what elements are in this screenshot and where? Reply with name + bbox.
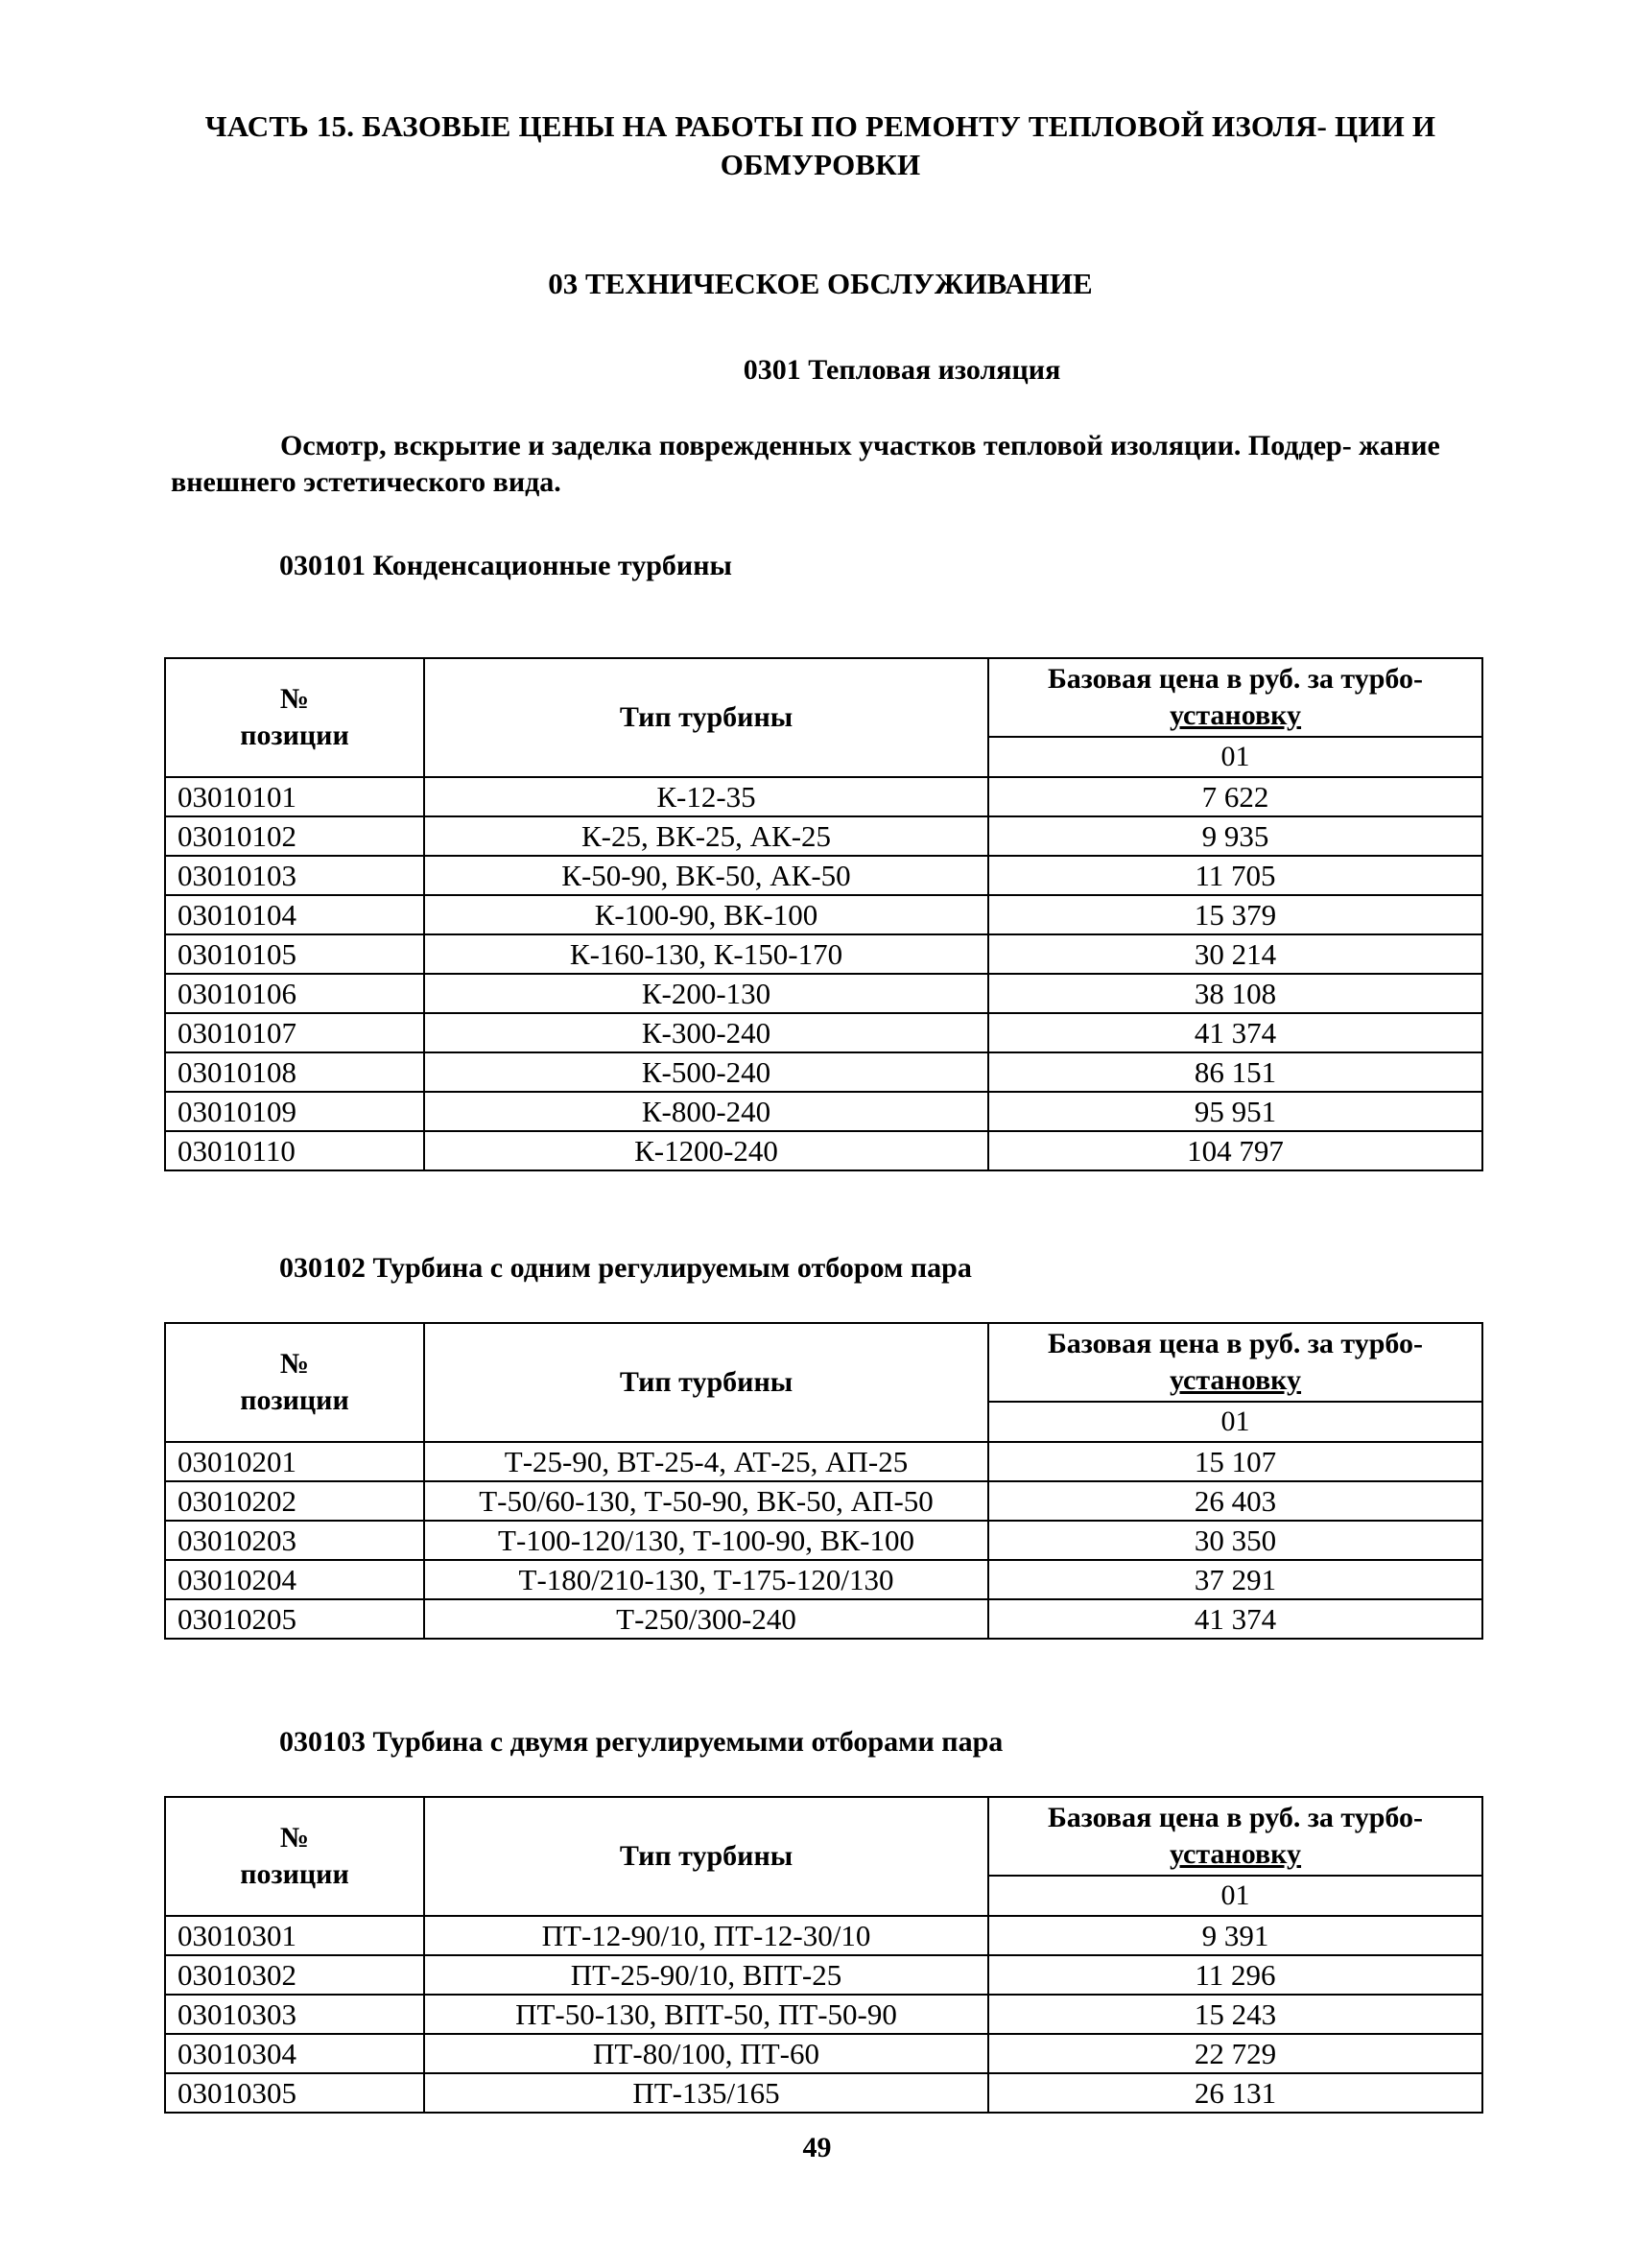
table-row <box>165 1995 1482 2034</box>
header-base-price <box>988 1797 1482 1876</box>
base-price-cell: 11 296 <box>988 1955 1482 1995</box>
base-price-cell: 37 291 <box>988 1560 1482 1599</box>
header-turbine-type: Тип турбины <box>424 1797 988 1916</box>
table-row <box>165 1599 1482 1639</box>
position-code-cell: 03010105 <box>165 934 424 974</box>
base-price-cell: 30 214 <box>988 934 1482 974</box>
turbine-type-cell: К-500-240 <box>424 1052 988 1092</box>
position-code-cell: 03010107 <box>165 1013 424 1052</box>
header-base-price <box>988 1323 1482 1402</box>
position-code-cell: 03010108 <box>165 1052 424 1092</box>
table-body <box>165 1916 1482 2113</box>
table-row <box>165 1481 1482 1521</box>
turbine-type-cell: К-25, ВК-25, АК-25 <box>424 816 988 856</box>
base-price-cell: 104 797 <box>988 1131 1482 1170</box>
table-row <box>165 895 1482 934</box>
header-price-line2: установку <box>1169 1838 1302 1870</box>
header-price-line1: Базовая цена в руб. за турбо- <box>1047 663 1424 695</box>
turbine-type-cell: К-100-90, ВК-100 <box>424 895 988 934</box>
turbine-type-cell: Т-250/300-240 <box>424 1599 988 1639</box>
base-price-cell: 7 622 <box>988 777 1482 816</box>
subsection-title: 0301 Тепловая изоляция <box>743 354 1061 386</box>
base-price-cell: 15 107 <box>988 1442 1482 1481</box>
table-body <box>165 1442 1482 1639</box>
position-code-cell: 03010302 <box>165 1955 424 1995</box>
table-row <box>165 2073 1482 2113</box>
table-row <box>165 1521 1482 1560</box>
header-num-sign: № <box>279 1348 310 1380</box>
header-column-01: 01 <box>988 737 1482 777</box>
turbine-type-cell: ПТ-25-90/10, ВПТ-25 <box>424 1955 988 1995</box>
table-row <box>165 777 1482 816</box>
table-row <box>165 856 1482 895</box>
turbine-type-cell: К-12-35 <box>424 777 988 816</box>
position-code-cell: 03010303 <box>165 1995 424 2034</box>
header-base-price <box>988 658 1482 737</box>
section-description: Осмотр, вскрытие и заделка поврежденных участков тепловой изоляции. Поддер- жание внешнего эстетического вида. <box>171 430 1440 498</box>
price-table-condensing <box>164 657 1483 1171</box>
header-column-01: 01 <box>988 1876 1482 1916</box>
base-price-cell: 15 243 <box>988 1995 1482 2034</box>
table-row <box>165 934 1482 974</box>
base-price-cell: 22 729 <box>988 2034 1482 2073</box>
base-price-cell: 9 391 <box>988 1916 1482 1955</box>
header-num-sub: позиции <box>240 1384 349 1416</box>
turbine-type-cell: ПТ-80/100, ПТ-60 <box>424 2034 988 2073</box>
header-num-sign: № <box>279 683 310 715</box>
base-price-cell: 41 374 <box>988 1013 1482 1052</box>
position-code-cell: 03010305 <box>165 2073 424 2113</box>
position-code-cell: 03010102 <box>165 816 424 856</box>
header-price-line1: Базовая цена в руб. за турбо- <box>1047 1802 1424 1833</box>
turbine-type-cell: ПТ-135/165 <box>424 2073 988 2113</box>
header-price-line2: установку <box>1169 699 1302 731</box>
table-row <box>165 1442 1482 1481</box>
turbine-type-cell: ПТ-50-130, ВПТ-50, ПТ-50-90 <box>424 1995 988 2034</box>
position-code-cell: 03010202 <box>165 1481 424 1521</box>
header-num-sign: № <box>279 1822 310 1854</box>
turbine-type-cell: К-800-240 <box>424 1092 988 1131</box>
base-price-cell: 38 108 <box>988 974 1482 1013</box>
base-price-cell: 41 374 <box>988 1599 1482 1639</box>
turbine-type-cell: Т-25-90, ВТ-25-4, АТ-25, АП-25 <box>424 1442 988 1481</box>
turbine-type-cell: К-1200-240 <box>424 1131 988 1170</box>
table-row <box>165 1916 1482 1955</box>
section-title: 03 ТЕХНИЧЕСКОЕ ОБСЛУЖИВАНИЕ <box>548 267 1093 300</box>
turbine-type-cell: Т-100-120/130, Т-100-90, ВК-100 <box>424 1521 988 1560</box>
position-code-cell: 03010106 <box>165 974 424 1013</box>
table-row <box>165 1052 1482 1092</box>
base-price-cell: 11 705 <box>988 856 1482 895</box>
turbine-type-cell: К-200-130 <box>424 974 988 1013</box>
base-price-cell: 95 951 <box>988 1092 1482 1131</box>
price-table-single-extraction <box>164 1322 1483 1640</box>
table-heading-condensing: 030101 Конденсационные турбины <box>279 550 732 581</box>
header-position-number <box>165 658 424 777</box>
table-heading-single-extraction: 030102 Турбина с одним регулируемым отбором пара <box>279 1252 972 1284</box>
turbine-type-cell: ПТ-12-90/10, ПТ-12-30/10 <box>424 1916 988 1955</box>
position-code-cell: 03010109 <box>165 1092 424 1131</box>
header-price-line1: Базовая цена в руб. за турбо- <box>1047 1328 1424 1359</box>
position-code-cell: 03010203 <box>165 1521 424 1560</box>
position-code-cell: 03010205 <box>165 1599 424 1639</box>
table-row <box>165 974 1482 1013</box>
position-code-cell: 03010104 <box>165 895 424 934</box>
header-column-01: 01 <box>988 1402 1482 1442</box>
position-code-cell: 03010204 <box>165 1560 424 1599</box>
turbine-type-cell: Т-180/210-130, Т-175-120/130 <box>424 1560 988 1599</box>
base-price-cell: 26 131 <box>988 2073 1482 2113</box>
position-code-cell: 03010103 <box>165 856 424 895</box>
table-row <box>165 2034 1482 2073</box>
header-turbine-type: Тип турбины <box>424 1323 988 1442</box>
header-price-line2: установку <box>1169 1364 1302 1396</box>
header-position-number <box>165 1323 424 1442</box>
base-price-cell: 15 379 <box>988 895 1482 934</box>
position-code-cell: 03010201 <box>165 1442 424 1481</box>
base-price-cell: 86 151 <box>988 1052 1482 1092</box>
table-row <box>165 1013 1482 1052</box>
position-code-cell: 03010101 <box>165 777 424 816</box>
turbine-type-cell: К-300-240 <box>424 1013 988 1052</box>
price-table-double-extraction <box>164 1796 1483 2114</box>
position-code-cell: 03010304 <box>165 2034 424 2073</box>
table-row <box>165 1092 1482 1131</box>
turbine-type-cell: К-50-90, ВК-50, АК-50 <box>424 856 988 895</box>
base-price-cell: 30 350 <box>988 1521 1482 1560</box>
base-price-cell: 26 403 <box>988 1481 1482 1521</box>
table-heading-double-extraction: 030103 Турбина с двумя регулируемыми отборами пара <box>279 1726 1004 1758</box>
header-position-number <box>165 1797 424 1916</box>
base-price-cell: 9 935 <box>988 816 1482 856</box>
turbine-type-cell: К-160-130, К-150-170 <box>424 934 988 974</box>
turbine-type-cell: Т-50/60-130, Т-50-90, ВК-50, АП-50 <box>424 1481 988 1521</box>
table-row <box>165 1131 1482 1170</box>
part-title <box>163 107 1478 184</box>
position-code-cell: 03010110 <box>165 1131 424 1170</box>
header-num-sub: позиции <box>240 1858 349 1890</box>
table-row <box>165 1560 1482 1599</box>
part-title-text: ЧАСТЬ 15. БАЗОВЫЕ ЦЕНЫ НА РАБОТЫ ПО РЕМОНТУ ТЕПЛОВОЙ ИЗОЛЯ- ЦИИ И ОБМУРОВКИ <box>204 109 1436 181</box>
table-row <box>165 1955 1482 1995</box>
table-row <box>165 816 1482 856</box>
page-number: 49 <box>802 2132 832 2163</box>
table-body <box>165 777 1482 1170</box>
header-num-sub: позиции <box>240 720 349 751</box>
position-code-cell: 03010301 <box>165 1916 424 1955</box>
header-turbine-type: Тип турбины <box>424 658 988 777</box>
